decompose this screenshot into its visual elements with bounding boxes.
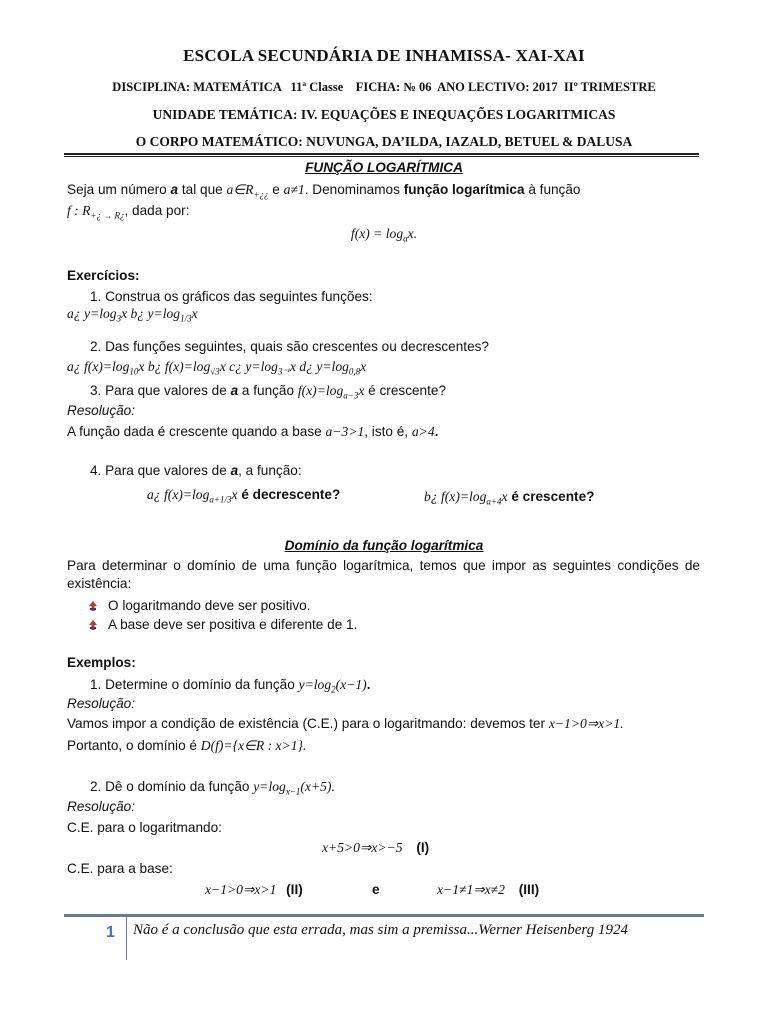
exercise-4-item-a [147,487,340,508]
resolution-label-example-2: Resolução: [67,799,136,814]
example-1-resolution-line2 [67,738,306,754]
ex4-b-end: x [501,489,508,504]
ex4-text-b: , a função: [238,463,302,478]
exercise-2: 2. Das funções seguintes, quais são crescentes ou decrescentes? [90,339,489,354]
function-domain: f : R [67,203,91,218]
intro-text-d: à função [528,182,581,197]
ce-log-tag: (I) [416,840,430,855]
ex2-b: x b¿ f(x)=log [138,359,211,374]
ex3-answer-text-c: . [434,424,439,439]
footer-quote: Não é a conclusão que esta errada, mas sim a premissa...Werner Heisenberg 1924 [133,922,628,938]
example-2-function: y=log [253,779,286,794]
bullet-item-1 [88,598,311,613]
ex3-end: x [358,383,365,398]
example-1-text: 1. Determine o domínio da função [90,677,295,692]
ce-and: e [372,882,380,897]
definition-paragraph-line2 [67,203,189,224]
exercise-4 [90,463,302,479]
ex2-d-base: 0,8 [348,366,361,377]
exercise-4-item-b [424,489,594,510]
ex1-a-base: 3 [116,313,122,324]
condition-a-neq-1: a≠1 [283,182,305,197]
ex2-c: x c¿ y=log [219,359,278,374]
ce-base-equation-1 [205,882,303,898]
example-1-function: y=log [298,677,332,692]
ce-base-tag1: (II) [286,882,303,897]
bullet-arrow-icon [88,599,98,609]
ce-base-label: C.E. para a base: [67,861,173,876]
discipline-line: DISCIPLINA: MATEMÁTICA 11ª Classe FICHA: № 06 ANO LECTIVO: 2017 IIº TRIMESTRE [112,80,656,94]
bullet-text-2: A base deve ser positiva e diferente de 1. [108,617,358,632]
example-1-resolution-line1 [67,716,624,732]
ex1-b-end: x [191,306,198,321]
bullet-text-1: O logaritmando deve ser positivo. [108,598,311,613]
ex2-c-base: 3⁻¹ [277,366,290,377]
exercise-3 [90,383,446,404]
school-name: ESCOLA SECUNDÁRIA DE INHAMISSA- XAI-XAI [183,46,585,65]
header-rule [64,153,699,155]
unit-title: UNIDADE TEMÁTICA: IV. EQUAÇÕES E INEQUAÇÕES LOGARITMICAS [152,107,616,122]
ex3-answer [67,424,438,440]
ex2-a: a¿ f(x)=log [67,359,130,374]
ce-logaritmando-label: C.E. para o logaritmando: [67,820,222,835]
condition-a-in-r: a∈R [226,182,254,197]
ex1-a: a¿ y=log [67,306,117,321]
intro-text-a: Seja um número [67,182,167,197]
example-2-base: x−1 [285,786,301,797]
example-1 [90,677,371,698]
example-1-arg: (x−1) [335,677,367,692]
example-2 [90,779,335,800]
intro-text-f: , dada por: [124,203,190,218]
ex4-b-base: a+4 [486,496,502,507]
authors-line: O CORPO MATEMÁTICO: NUVUNGA, DA’ILDA, IAZALD, BETUEL & DALUSA [135,134,633,149]
ex2-b-base: √3 [210,366,220,377]
intro-text-b: tal que [181,182,223,197]
ex3-answer-text-a: A função dada é crescente quando a base [67,424,322,439]
definition-formula-end: x. [407,226,418,241]
ce-base-eq2: x−1≠1⇒x≠2 [437,882,505,897]
ce-logaritmando-equation [322,840,429,856]
definition-formula-main: f(x) = log [350,226,404,241]
example-1-base: 2 [331,684,336,695]
ex3-answer-math-2: a>4 [411,424,435,439]
ex1-b-base: 1/3 [180,313,192,324]
exercises-heading: Exercícios: [67,268,140,283]
exercise-2-items [67,359,366,380]
section-title-logarithmic-function: FUNÇÃO LOGARÍTMICA [305,160,463,175]
ex4-a-end: x [231,487,238,502]
ex3-text-b: a função [241,383,295,398]
example-2-text: 2. Dê o domínio da função [90,779,250,794]
ex4-text-a: 4. Para que valores de [90,463,227,478]
ex3-answer-math-1: a−3>1 [325,424,365,439]
section-title-domain: Domínio da função logarítmica [284,538,484,553]
examples-heading: Exemplos: [67,655,136,670]
condition-a-in-r-sub: +¿¿ [253,189,269,200]
definition-formula-base: a [403,233,408,244]
ex3-function: f(x)=log [297,383,344,398]
ex3-answer-text-b: , isto é, [364,424,409,439]
resolution-label-ex3: Resolução: [67,403,136,418]
ex2-d: x d¿ y=log [289,359,349,374]
ex1-b: x b¿ y=log [121,306,181,321]
ce-base-tag2: (III) [518,882,540,897]
ex4-a-function: a¿ f(x)=log [147,487,210,502]
ex4-a-base: a+1/3 [209,494,232,505]
ce-log-eq: x+5>0⇒x>−5 [322,840,403,855]
example-1-res-text: Vamos impor a condição de existência (C.E.) para o logaritmando: devemos ter [67,716,546,731]
domain-intro: Para determinar o domínio de uma função logarítmica, temos que impor as seguintes condições de existência: [67,558,700,591]
example-1-res-math: x−1>0⇒x>1. [548,716,624,731]
ex2-a-base: 10 [129,366,139,377]
intro-text-c: . Denominamos [304,182,400,197]
function-domain-sub: +¿ → R¿ [90,210,125,221]
example-1-domain-set: D(f)={x∈R : x>1}. [200,738,307,753]
page-number: 1 [106,924,115,941]
ex4-variable: a [230,463,239,478]
example-1-dot: . [366,677,371,692]
footer-rule [64,914,704,917]
ex4-b-question: é crescente? [511,489,595,504]
ce-base-eq1: x−1>0⇒x>1 [205,882,277,897]
definition-formula [0,226,768,247]
ex3-text-a: 3. Para que valores de [90,383,227,398]
resolution-label-example-1: Resolução: [67,696,136,711]
ce-base-equation-2 [437,882,539,898]
exercise-1-items [67,306,198,327]
ex3-text-c: é crescente? [368,383,447,398]
example-2-arg: (x+5). [300,779,335,794]
ex3-base: a−3 [343,390,359,401]
ex3-variable: a [230,383,239,398]
ex4-b-function: b¿ f(x)=log [424,489,487,504]
example-1-domain-text: Portanto, o domínio é [67,738,197,753]
intro-variable: a [170,182,179,197]
term-logarithmic-function: função logarítmica [403,182,525,197]
footer-separator [126,916,127,960]
definition-paragraph-line1 [67,182,580,203]
bullet-arrow-icon [88,618,98,628]
bullet-item-2 [88,617,357,632]
exercise-1: 1. Construa os gráficos das seguintes funções: [90,289,373,304]
intro-text-e: e [272,182,280,197]
header-rule-thin [64,156,699,157]
ex2-end: x [360,359,367,374]
ex4-a-question: é decrescente? [241,487,341,502]
